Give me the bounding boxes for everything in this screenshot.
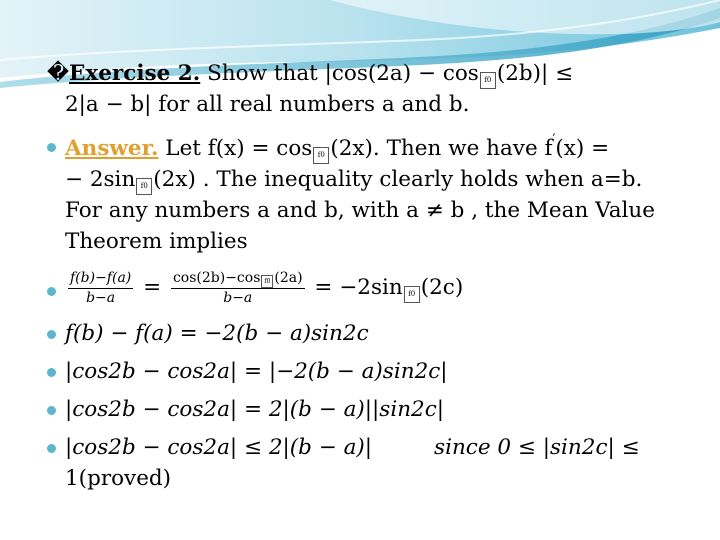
bullet-dot	[47, 330, 56, 339]
missing-glyph-box: f0	[313, 147, 329, 164]
step-2: f(b) − f(a) = −2(b − a)sin2c	[65, 321, 369, 346]
missing-glyph-box: f0	[136, 178, 152, 195]
fraction-numerator-b: (2a)	[274, 269, 303, 286]
answer-line-4: Theorem implies	[65, 229, 248, 254]
answer-line-2	[65, 167, 642, 193]
fraction-numerator: f(b)−f(a)	[68, 270, 133, 289]
step-5-inequality: |cos2b − cos2a| ≤ 2|(b − a)|	[65, 435, 373, 460]
step-5-condition: since 0 ≤ |sin2c| ≤	[434, 435, 640, 460]
answer-line-3: For any numbers a and b, with a ≠ b , the Mean Value	[65, 198, 655, 223]
fraction-difference-quotient	[68, 270, 133, 307]
bullet-dot	[47, 143, 56, 152]
prime-mark: ′	[552, 132, 556, 147]
step-5-conclusion: 1(proved)	[65, 466, 172, 491]
fraction-result-b: (2c)	[420, 275, 464, 300]
answer-text-2-tail: (2x) . The inequality clearly holds when a=b.	[153, 167, 643, 192]
step-4: |cos2b − cos2a| = 2|(b − a)||sin2c|	[65, 397, 445, 422]
missing-glyph-box: f0	[480, 72, 496, 89]
bullet-dot	[47, 368, 56, 377]
exercise-text-1: Show that |cos(2a) − cos	[200, 61, 479, 86]
answer-text-2: − 2sin	[65, 167, 136, 192]
step-mvt-fraction	[65, 268, 463, 308]
answer-text-1: Let f(x) = cos	[158, 136, 313, 161]
fraction-numerator	[171, 270, 305, 289]
fraction-cosine-quotient	[171, 270, 305, 307]
fraction-denominator: b−a	[86, 289, 116, 306]
fraction-numerator-a: cos(2b)−cos	[172, 269, 261, 286]
bullet-dot	[47, 444, 56, 453]
answer-text-1-tail: (2x). Then we have f	[330, 136, 553, 161]
step-5	[65, 435, 640, 461]
answer-label: Answer.	[65, 136, 159, 161]
equals-sign: =	[143, 275, 162, 300]
answer-text-1-end: (x) =	[555, 136, 610, 161]
bullet-dot	[47, 406, 56, 415]
exercise-line-1	[47, 61, 573, 87]
missing-glyph-box: f0	[261, 275, 273, 288]
exercise-text-1-tail: (2b)| ≤	[496, 61, 574, 86]
missing-glyph-box: f0	[404, 286, 420, 303]
fraction-result-a: = −2sin	[314, 275, 403, 300]
answer-line-1	[65, 132, 610, 165]
exercise-label: Exercise 2.	[69, 61, 201, 86]
fraction-denominator: b−a	[223, 289, 253, 306]
bullet-dot	[47, 287, 56, 296]
missing-glyph-bullet: �	[47, 61, 70, 86]
step-3: |cos2b − cos2a| = |−2(b − a)sin2c|	[65, 359, 448, 384]
exercise-line-2: 2|a − b| for all real numbers a and b.	[65, 92, 470, 117]
